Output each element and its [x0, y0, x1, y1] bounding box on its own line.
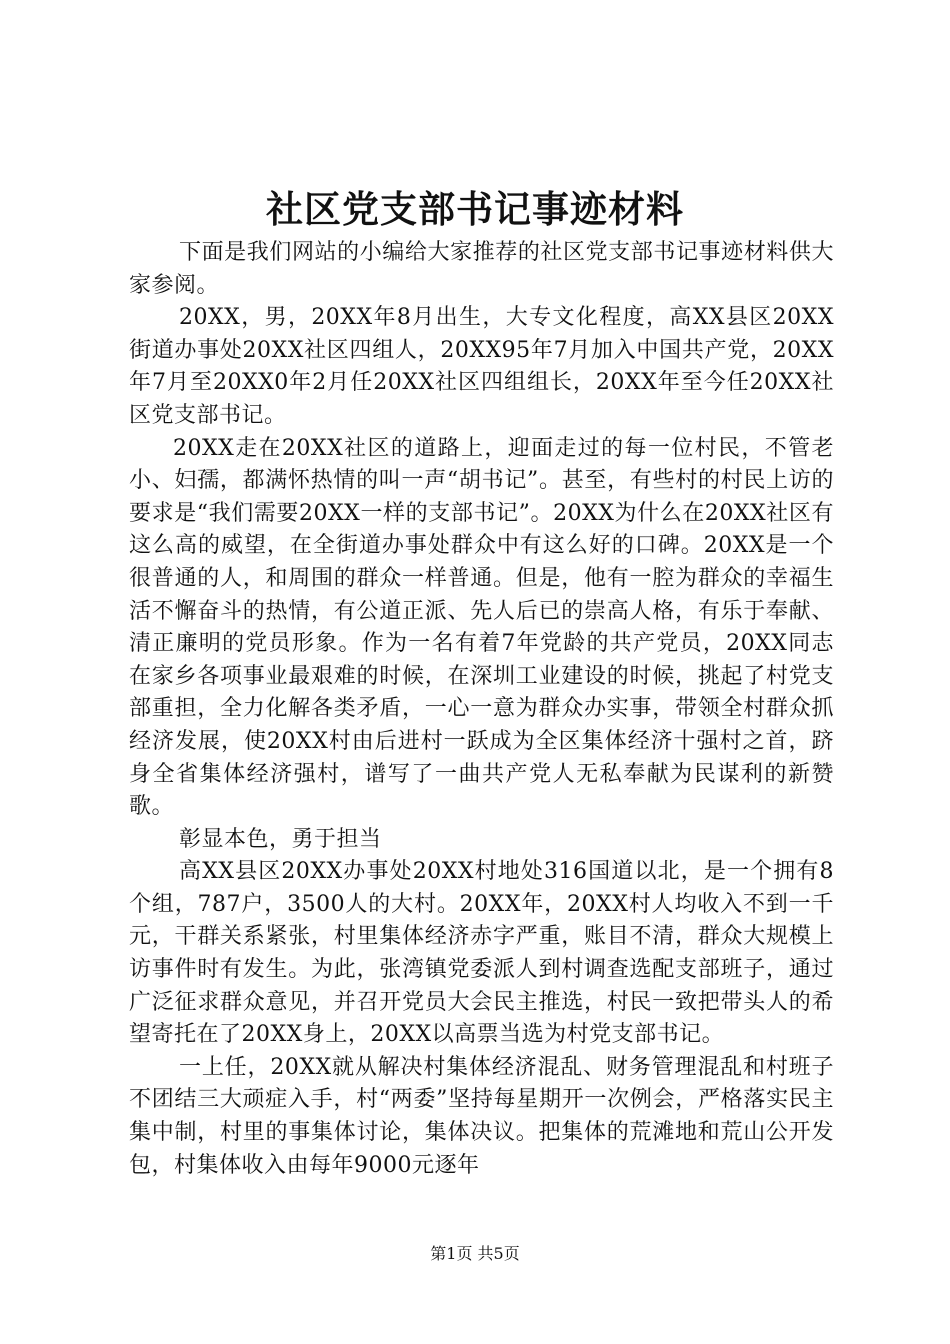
reputation-paragraph: 20XX走在20XX社区的道路上，迎面走过的每一位村民，不管老小、妇孺，都满怀热情的叫一声“胡书记”。甚至，有些村的村民上访的要求是“我们需要20XX一样的支部书记”。20XX为什么在20XX社区有这么高的威望，在全街道办事处群众中有这么好的口碑。20XX是一个很普通的人，和周围的群众一样普通。但是，他有一腔为群众的幸福生活不懈奋斗的热情，有公道正派、先人后已的崇高人格，有乐于奉献、清正廉明的党员形象。作为一名有着7年党龄的共产党员，20XX同志在家乡各项事业最艰难的时候，在深圳工业建设的时候，挑起了村党支部重担，全力化解各类矛盾，一心一意为群众办实事，带领全村群众抓经济发展，使20XX村由后进村一跃成为全区集体经济十强村之首，跻身全省集体经济强村，谱写了一曲共产党人无私奉献为民谋利的新赞歌。	[129, 435, 834, 820]
intro-paragraph: 下面是我们网站的小编给大家推荐的社区党支部书记事迹材料供大家参阅。	[129, 240, 834, 298]
reform-paragraph: 一上任，20XX就从解决村集体经济混乱、财务管理混乱和村班子不团结三大顽症入手，村“两委”坚持每星期开一次例会，严格落实民主集中制，村里的事集体讨论，集体决议。把集体的荒滩地和荒山公开发包，村集体收入由每年9000元逐年	[129, 1054, 834, 1178]
section-heading: 彰显本色，勇于担当	[179, 826, 382, 852]
page-footer: 第1页 共5页	[430, 1244, 520, 1263]
document-title: 社区党支部书记事迹材料	[266, 187, 684, 231]
document-body	[129, 237, 834, 1182]
village-paragraph: 高XX县区20XX办事处20XX村地处316国道以北，是一个拥有8个组，787户，3500人的大村。20XX年，20XX村人均收入不到一千元，干群关系紧张，村里集体经济赤字严重，账目不清，群众大规模上访事件时有发生。为此，张湾镇党委派人到村调查选配支部班子，通过广泛征求群众意见，并召开党员大会民主推选，村民一致把带头人的希望寄托在了20XX身上，20XX以高票当选为村党支部书记。	[129, 859, 834, 1048]
profile-paragraph: 20XX，男，20XX年8月出生，大专文化程度，高XX县区20XX街道办事处20XX社区四组人，20XX95年7月加入中国共产党，20XX年7月至20XX0年2月任20XX社区四组组长，20XX年至今任20XX社区党支部书记。	[129, 305, 834, 428]
